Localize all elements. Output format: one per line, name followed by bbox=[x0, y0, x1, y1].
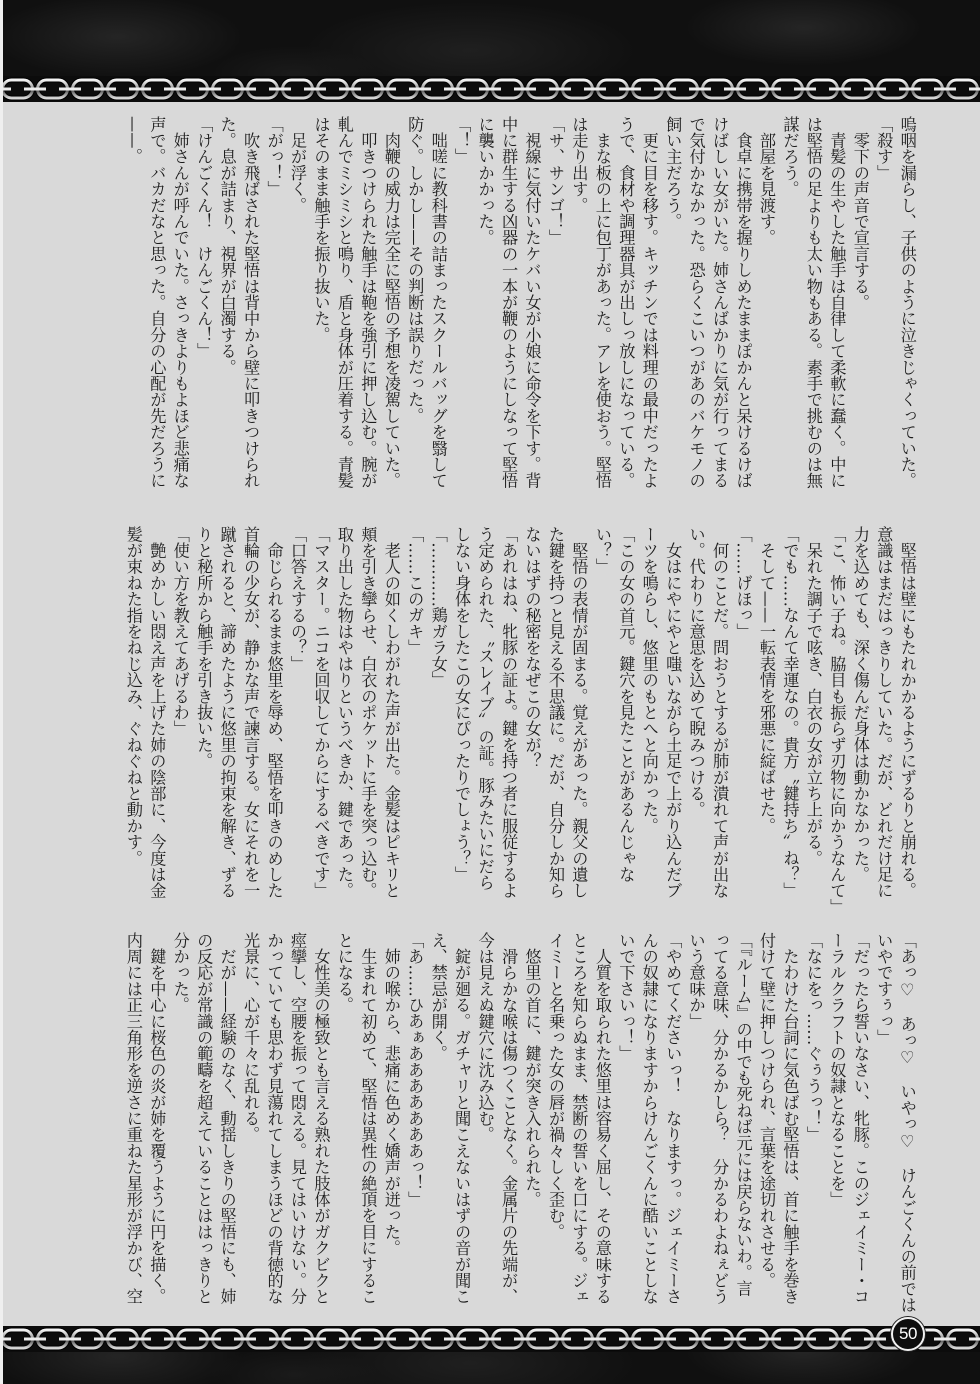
text-column: 「だったら誓いなさい、牝豚。このジェイミー・コ bbox=[850, 932, 870, 1305]
text-column: 何のことだ。問おうとするが肺が潰れて声が出な bbox=[710, 526, 730, 899]
text-column: 「…………鶏ガラ女」 bbox=[428, 526, 448, 688]
text-column: んの奴隷になりますからけんごくんに酷いことしな bbox=[639, 932, 659, 1305]
text-column: 嗚咽を漏らし、子供のように泣きじゃくっていた。 bbox=[897, 116, 917, 489]
text-column: 「あ……ひあぁあああああああっ！」 bbox=[405, 932, 425, 1208]
text-column: 堅悟は壁にもたれかかるようにずるりと崩れる。 bbox=[897, 526, 917, 899]
text-column: けばしい女がいた。姉さんばかりに気が行ってまる bbox=[710, 116, 730, 489]
text-column: い。代わりに意思を込めて睨みつける。 bbox=[686, 526, 706, 818]
text-column: 更に目を移す。キッチンでは料理の最中だったよ bbox=[639, 116, 659, 489]
text-column: ーツを鳴らし、悠里のもとへと向かった。 bbox=[639, 526, 659, 834]
text-column: いやですぅっ」 bbox=[874, 932, 894, 1046]
text-column: 軋んでミシミシと鳴り、盾と身体が圧着する。青髪 bbox=[334, 116, 354, 489]
text-column: 艶めかしい悶え声を上げた姉の陰部に、今度は金 bbox=[147, 526, 167, 899]
text-column: で気付かなかった。恐らくこいつがあのバケモノの bbox=[686, 116, 706, 489]
text-block-upper bbox=[0, 116, 980, 496]
text-column: え、禁忌が開く。 bbox=[428, 932, 448, 1062]
text-column: まな板の上に包丁があった。アレを使おう。堅悟 bbox=[592, 116, 612, 489]
text-column: たわけた台詞に気色ばむ堅悟は、首に触手を巻き bbox=[780, 932, 800, 1305]
text-column: 「でも……なんて幸運なの。貴方〝鍵持ち〟ね？」 bbox=[780, 526, 800, 899]
text-column: 防ぐ。しかし——その判断は誤りだった。 bbox=[405, 116, 425, 424]
page-number-badge: 50 bbox=[891, 1317, 925, 1351]
text-column: とになる。 bbox=[334, 932, 354, 1013]
text-column: 「……げほっ」 bbox=[733, 526, 753, 640]
text-column: 姉さんが呼んでいた。さっきよりもよほど悲痛な bbox=[170, 116, 190, 489]
text-block-middle bbox=[0, 526, 980, 915]
text-column: 部屋を見渡す。 bbox=[757, 116, 776, 246]
text-column: いう意味か」 bbox=[686, 932, 706, 1030]
text-column: 今は見えぬ鍵穴に沈み込む。 bbox=[475, 932, 495, 1143]
text-column: 「やめてくださいっ！ なりますっ。ジェイミーさ bbox=[663, 932, 683, 1305]
text-column: 痙攣し、空腰を振って悶える。見てはいけない。分 bbox=[288, 932, 307, 1305]
text-column: 「がっ！」 bbox=[264, 116, 284, 197]
text-column: 「こ、怖い子ね。脇目も振らず刃物に向かうなんて」 bbox=[827, 526, 847, 915]
text-column: 力を込めても、深く傷んだ身体は動かなかった。 bbox=[850, 526, 870, 883]
text-column: 「サ、サンゴ！」 bbox=[545, 116, 565, 246]
text-column: 姉の喉から、悲痛に色めく嬌声が迸った。 bbox=[381, 932, 401, 1256]
text-column: 青髪の生やした触手は自律して柔軟に蠢く。中に bbox=[827, 116, 847, 489]
text-column: 老人の如くしわがれた声が出た。金髪はピキリと bbox=[381, 526, 401, 899]
text-column: 内周には正三角形を逆さに重ねた星形が浮かび、空 bbox=[123, 932, 143, 1305]
text-column: 声で。バカだなと思った。自分の心配が先だろうに bbox=[147, 116, 167, 489]
text-column: いで下さいっ！」 bbox=[616, 932, 636, 1062]
text-block-lower bbox=[0, 932, 980, 1312]
text-column: りと秘所から触手を引き抜いた。 bbox=[194, 526, 214, 769]
text-column: 肉鞭の威力は完全に堅悟の予想を凌駕していた。 bbox=[381, 116, 401, 489]
text-column: 頬を引き攣らせ、白衣のポケットに手を突っ込む。 bbox=[358, 526, 378, 899]
text-column: 錠が廻る。ガチャリと聞こえないはずの音が聞こ bbox=[452, 932, 472, 1305]
text-column: 「『ルーム』の中でも死ねば元には戻らないわ。言 bbox=[733, 932, 753, 1297]
text-column: イミーと名乗った女の唇が禍々しく歪む。 bbox=[545, 932, 565, 1240]
text-column: そして——一転表情を邪悪に綻ばせた。 bbox=[757, 526, 776, 834]
text-column: 意識はまだはっきりしていた。だが、どれだけ足に bbox=[874, 526, 894, 899]
text-column: ーラルクラフトの奴隷となることを」 bbox=[827, 932, 847, 1208]
text-column: う定められた、〝スレイブ〟の証。豚みたいにだら bbox=[475, 526, 495, 891]
text-column: は走り出す。 bbox=[569, 116, 589, 214]
text-column: 蹴されると、諦めたように悠里の拘束を解き、ずる bbox=[217, 526, 237, 899]
text-column: 「けんごくん！ けんごくん！」 bbox=[194, 116, 214, 359]
text-column: 堅悟の表情が固まる。覚えがあった。親父の遺し bbox=[569, 526, 589, 899]
text-column: 「使い方を教えてあげるわ」 bbox=[170, 526, 190, 737]
text-column: 「なにをっ……ぐぅうっ！」 bbox=[803, 932, 823, 1143]
text-column: 「この女の首元。鍵穴を見たことがあるんじゃな bbox=[616, 526, 636, 883]
text-column: 分かった。 bbox=[170, 932, 190, 1013]
text-column: だが——経験のなく、動揺しきりの堅悟にも、姉 bbox=[217, 932, 237, 1305]
text-column: 女性美の極致とも言える熟れた肢体がガクビクと bbox=[311, 932, 331, 1305]
text-column: ないはずの秘密をなぜこの女が？ bbox=[522, 526, 542, 769]
text-column: しない身体をしたこの女にぴったりでしょう？」 bbox=[452, 526, 472, 883]
text-column: 取り出した物はやはりというべきか、鍵であった。 bbox=[334, 526, 354, 899]
text-column: 「殺す」 bbox=[874, 116, 894, 181]
text-column: はそのまま触手を振り抜いた。 bbox=[311, 116, 331, 343]
text-column: 悠里の首に、鍵が突き入れられた。 bbox=[522, 932, 542, 1208]
text-column: 視線に気付いたケバい女が小娘に命令を下す。背 bbox=[522, 116, 542, 489]
text-column: うで、食材や調理器具が出しっ放しになっている。 bbox=[616, 116, 636, 489]
text-column: 咄嗟に教科書の詰まったスクールバッグを翳して bbox=[428, 116, 448, 489]
chain-border-top-icon bbox=[0, 76, 980, 102]
text-column: ——。 bbox=[123, 116, 143, 165]
text-column: 付けて壁に押しつけられ、言葉を途切れさせる。 bbox=[757, 932, 776, 1289]
text-column: 「……このガキ」 bbox=[405, 526, 425, 656]
text-column: 「！」 bbox=[452, 116, 472, 165]
text-column: 髪が束ねた指をねじ込み、ぐねぐねと動かす。 bbox=[123, 526, 143, 867]
text-column: 首輪の少女が、静かな声で諫言する。女にそれを一 bbox=[241, 526, 261, 899]
text-column: 「あっ♡ あっ♡ いやっ♡ けんごくんの前では bbox=[897, 932, 917, 1313]
text-column: ところを知らぬまま、禁断の誓いを口にする。ジェ bbox=[569, 932, 589, 1305]
text-column: 謀だろう。 bbox=[780, 116, 800, 197]
text-column: た。息が詰まり、視界が白濁する。 bbox=[217, 116, 237, 376]
text-column: 生まれて初めて、堅悟は異性の絶頂を目にするこ bbox=[358, 932, 378, 1305]
text-column: 滑らかな喉は傷つくことなく。金属片の先端が、 bbox=[499, 932, 519, 1305]
text-column: 鍵を中心に桜色の炎が姉を覆うように円を描く。 bbox=[147, 932, 167, 1305]
text-column: 叩きつけられた触手は鞄を強引に押し込む。腕が bbox=[358, 116, 378, 489]
text-column: 命じられるまま悠里を辱め、堅悟を叩きのめした bbox=[264, 526, 284, 899]
text-column: かっていても思わず見蕩れてしまうほどの背徳的な bbox=[264, 932, 284, 1305]
text-column: 人質を取られた悠里は容易く屈し、その意味する bbox=[592, 932, 612, 1305]
chain-border-bottom-icon bbox=[0, 1326, 980, 1352]
text-column: 女はにやにやと嗤いながら土足で上がり込んだブ bbox=[663, 526, 683, 899]
text-column: 食卓に携帯を握りしめたままぽかんと呆けるけば bbox=[733, 116, 753, 489]
text-column: に襲いかかった。 bbox=[475, 116, 495, 246]
text-column: 飼い主だろう。 bbox=[663, 116, 683, 230]
text-column: 中に群生する凶器の一本が鞭のようにしなって堅悟 bbox=[499, 116, 519, 489]
text-column: 「マスター。ニコを回収してからにするべきです」 bbox=[311, 526, 331, 899]
text-column: 光景に、心が千々に乱れる。 bbox=[241, 932, 261, 1143]
text-column: は堅悟の足よりも太い物もある。素手で挑むのは無 bbox=[803, 116, 823, 489]
text-column: 呆れた調子で呟き、白衣の女が立ち上がる。 bbox=[803, 526, 823, 867]
text-column: 足が浮く。 bbox=[288, 116, 307, 214]
text-column: 「口答えするの？」 bbox=[288, 526, 307, 672]
text-column: 吹き飛ばされた堅悟は背中から壁に叩きつけられ bbox=[241, 116, 261, 489]
text-column: 「あれはね、牝豚の証よ。鍵を持つ者に服従するよ bbox=[499, 526, 519, 899]
text-column: い？」 bbox=[592, 526, 612, 575]
text-column: ってる意味、分かるかしら？ 分かるわよねぇどう bbox=[710, 932, 730, 1305]
text-column: た鍵を持つと見える不思議に。だが、自分しか知ら bbox=[545, 526, 565, 899]
text-column: の反応が常識の範疇を超えていることははっきりと bbox=[194, 932, 214, 1305]
text-column: 零下の声音で宣言する。 bbox=[850, 116, 870, 311]
